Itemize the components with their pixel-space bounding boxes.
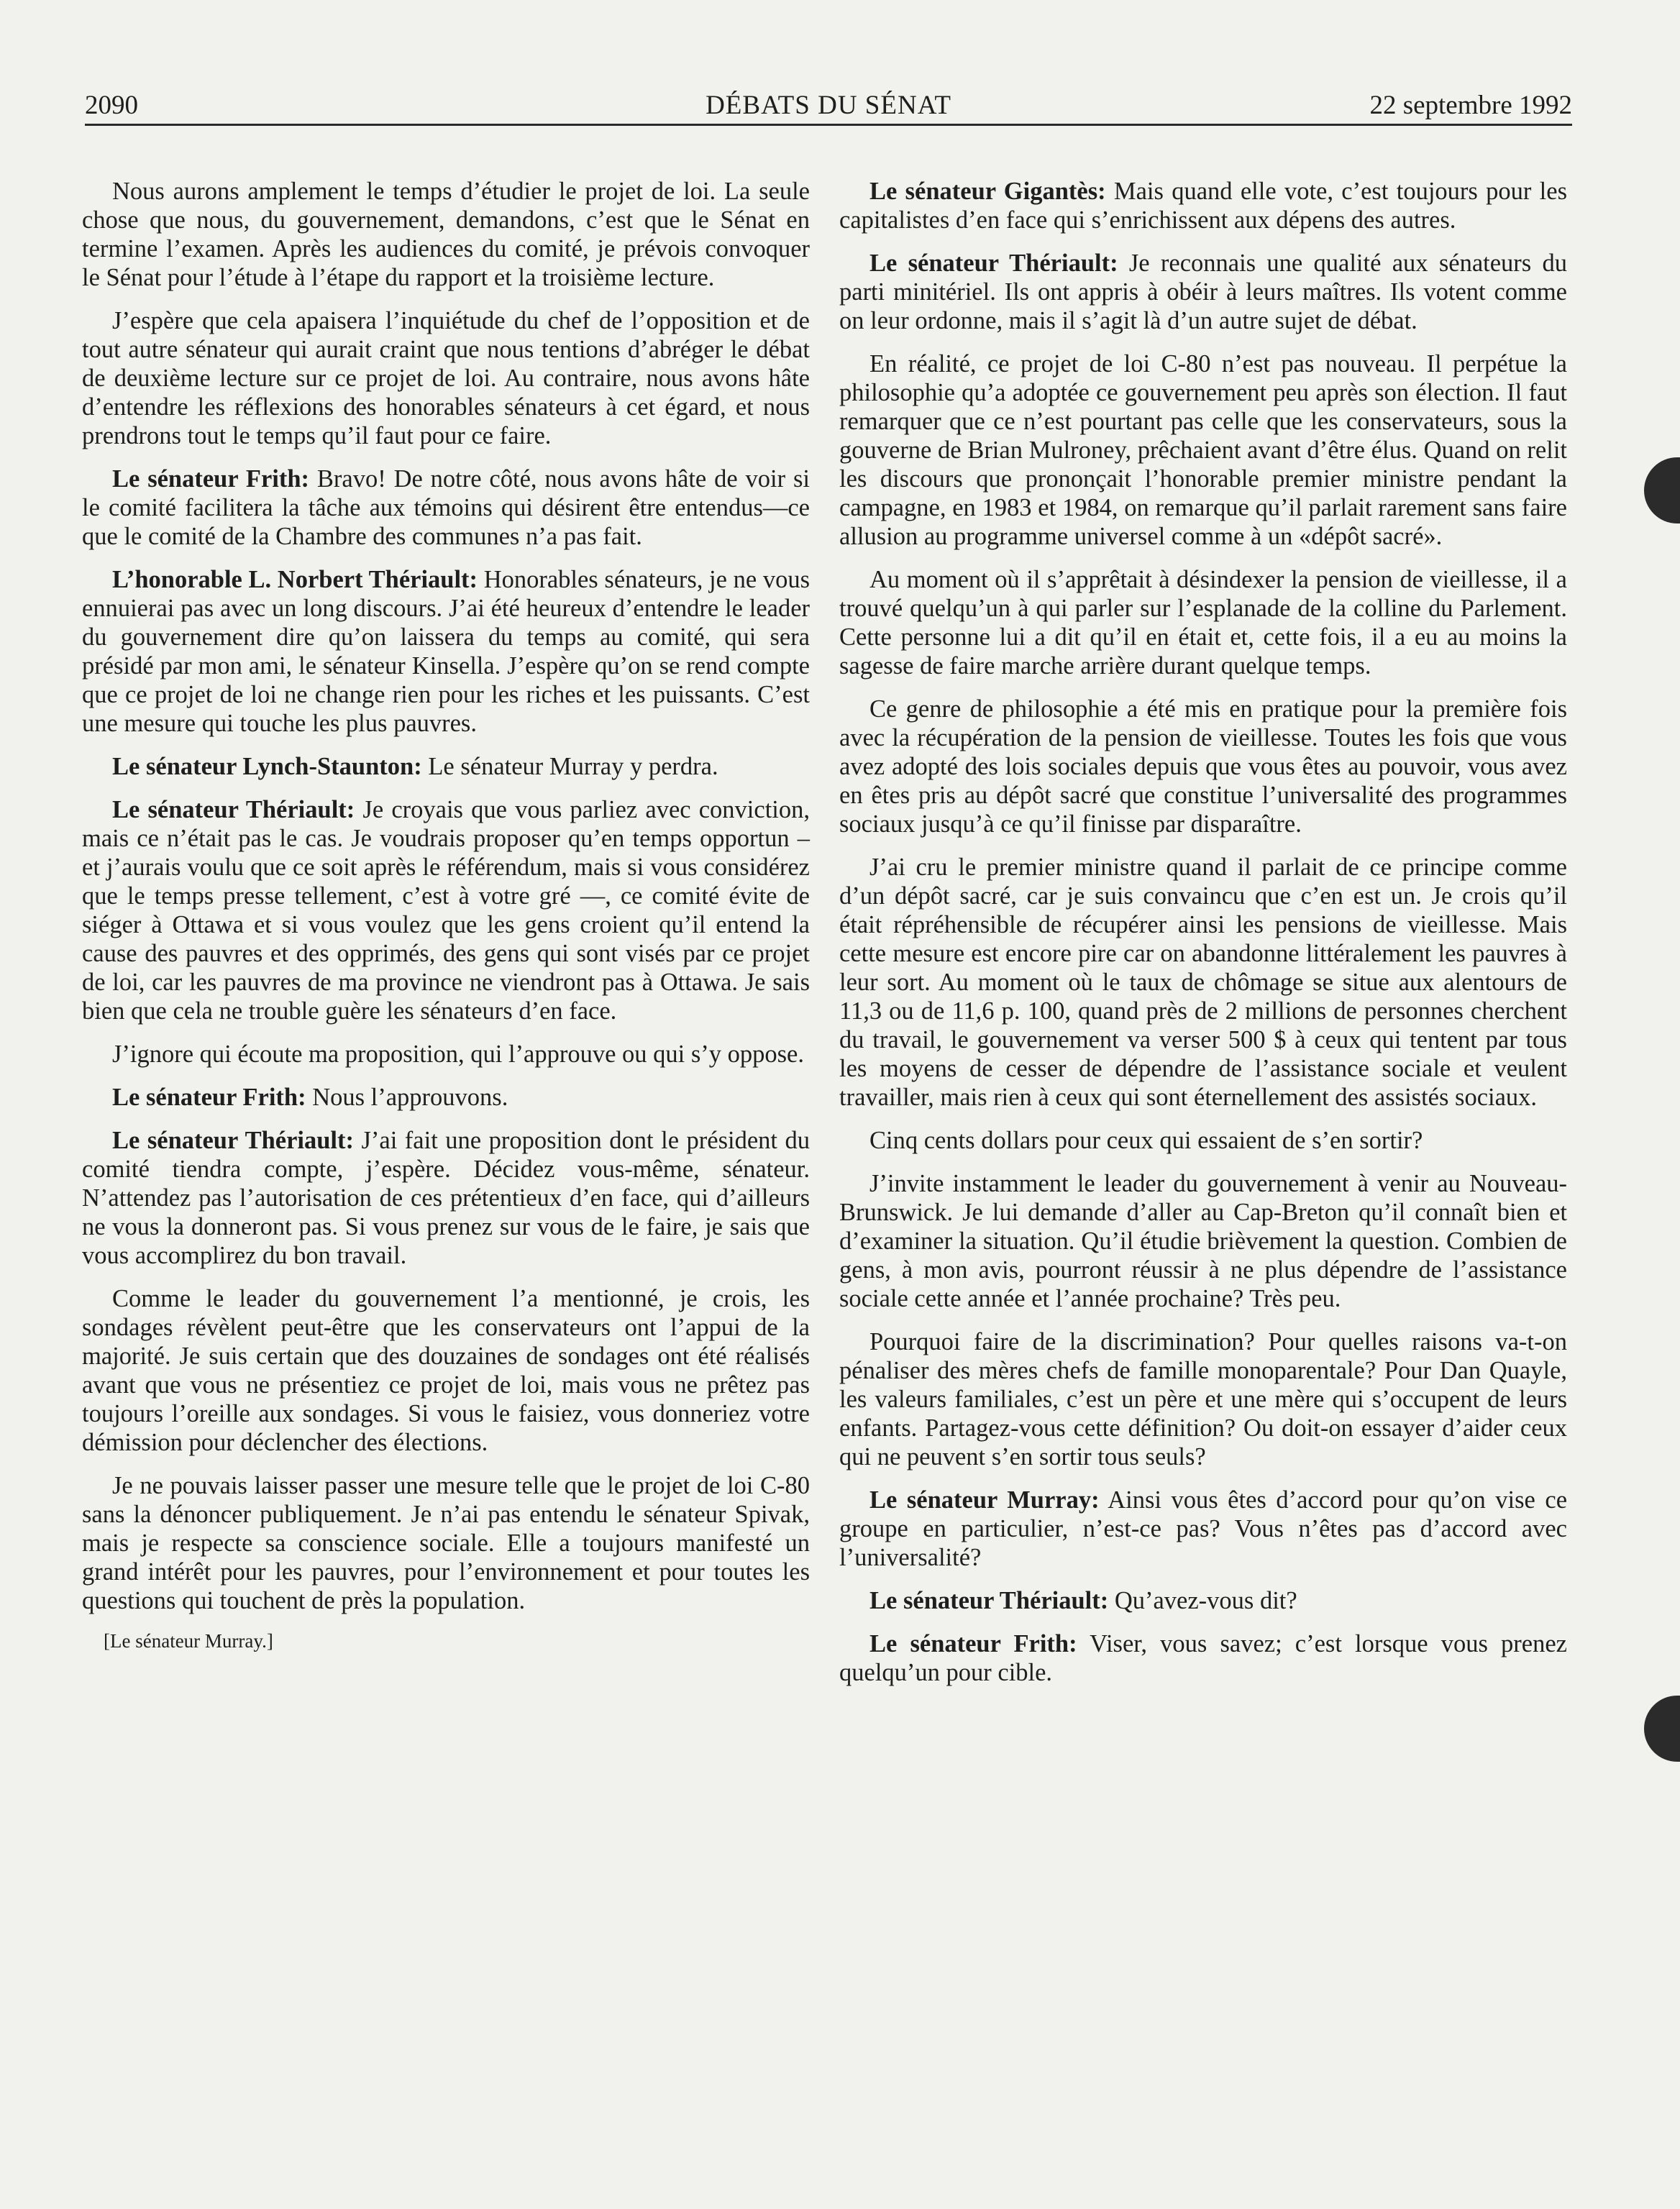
paragraph [82,1471,810,1615]
paragraph [82,177,810,292]
paragraph-text: Ainsi vous êtes d’accord pour qu’on vise ce groupe en particulier, n’est-ce pas? Vous n’êtes pas d’accord avec l’universalité? [839,1486,1568,1571]
left-column [82,177,810,1652]
speaker-name: Le sénateur Frith: [112,1084,306,1111]
paragraph [82,565,810,738]
header-rule [85,124,1572,126]
paragraph [839,1629,1567,1687]
paragraph-text: J’espère que cela apaisera l’inquiétude du chef de l’opposition et de tout autre sénateur qui aurait craint que nous tentions d’abréger le débat de deuxième lecture sur ce projet de loi. Au contraire, nous avons hâte d’entendre les réflexions des honorables sénateurs à cet égard, et nous prendrons tout le temps qu’il faut pour ce faire. [82,307,810,449]
paragraph-text: Au moment où il s’apprêtait à désindexer la pension de vieillesse, il a trouvé quelqu’un à qui parler sur l’esplanade de la colline du Parlement. Cette personne lui a dit qu’il en était et, cette fois, il a eu au moins la sagesse de faire marche arrière durant quelque temps. [839,566,1567,680]
speaker-name: Le sénateur Lynch-Staunton: [112,753,422,780]
paragraph [839,177,1567,234]
paragraph-text: Bravo! De notre côté, nous avons hâte de voir si le comité facilitera la tâche aux témoins qui désirent être entendus—ce que le comité de la Chambre des communes n’a pas fait. [82,465,810,550]
paragraph [839,1586,1567,1615]
paragraph-text: Viser, vous savez; c’est lorsque vous prenez quelqu’un pour cible. [839,1630,1567,1686]
paragraph [839,1486,1567,1572]
paragraph [839,1327,1567,1471]
paragraph-text: J’ai cru le premier ministre quand il parlait de ce principe comme d’un dépôt sacré, car je suis convaincu que c’en est un. Je crois qu’il était répréhensible de récupérer ainsi les pensions de vieillesse. Mais cette mesure est encore pire car on abandonne littéralement les pauvres à leur sort. Au moment où le taux de chômage se situe aux alentours de 11,3 ou de 11,6 p. 100, quand près de 2 millions de personnes cherchent du travail, le gouvernement va verser 500 $ à ceux qui tentent par tous les moyens de cesser de dépendre de l’assistance sociale et veulent travailler, mais rien à ceux qui sont éternellement des assistés sociaux. [839,854,1567,1111]
speaker-name: Le sénateur Frith: [869,1630,1077,1657]
page-header [85,85,1572,127]
paragraph-text: Pourquoi faire de la discrimination? Pour quelles raisons va-t-on pénaliser des mères chefs de famille monoparentale? Pour Dan Quayle, les valeurs familiales, c’est un père et une mère qui s’occupent de leurs enfants. Partagez-vous cette définition? Ou doit-on essayer d’aider ceux qui ne peuvent s’en sortir tous seuls? [839,1328,1567,1471]
speaker-name: Le sénateur Thériault: [112,1127,354,1154]
paragraph-text: J’invite instamment le leader du gouvernement à venir au Nouveau-Brunswick. Je lui demande d’aller au Cap-Breton qu’il connaît bien et d’examiner la situation. Qu’il étudie brièvement la question. Combien de gens, à mon avis, pourront réussir à ne plus dépendre de l’assistance sociale cette année et l’année prochaine? Très peu. [839,1170,1567,1312]
speaker-name: Le sénateur Thériault: [869,250,1118,277]
speaker-name: Le sénateur Thériault: [112,796,355,823]
paragraph-text: Honorables sénateurs, je ne vous ennuierai pas avec un long discours. J’ai été heureux d’entendre le leader du gouvernement dire qu’on laissera du temps au comité, qui sera présidé par mon ami, le sénateur Kinsella. J’espère qu’on se rend compte que ce projet de loi ne change rien pour les riches et les puissants. C’est une mesure qui touche les plus pauvres. [82,566,810,737]
paragraph-text: J’ignore qui écoute ma proposition, qui l’approuve ou qui s’y oppose. [112,1041,804,1068]
paragraph [839,1126,1567,1155]
speaker-name: Le sénateur Frith: [112,465,310,493]
paragraph-text: Mais quand elle vote, c’est toujours pour les capitalistes d’en face qui s’enrichissent aux dépens des autres. [839,178,1567,234]
paragraph [82,306,810,450]
paragraph [839,853,1567,1112]
paragraph [82,1126,810,1270]
paragraph-text: Je ne pouvais laisser passer une mesure telle que le projet de loi C-80 sans la dénoncer publiquement. Je n’ai pas entendu le sénateur Spivak, mais je respecte sa conscience sociale. Elle a toujours manifesté un grand intérêt pour les pauvres, pour l’environnement et pour toutes les questions qui touchent de près la population. [82,1472,810,1614]
issue-date: 22 septembre 1992 [1369,91,1572,120]
paragraph [839,349,1567,551]
paragraph [82,1284,810,1457]
paragraph [839,1169,1567,1313]
right-column [839,177,1567,1701]
speaker-name: Le sénateur Gigantès: [869,178,1106,205]
speaker-name: L’honorable L. Norbert Thériault: [112,566,478,593]
binder-tab-mark [1644,1696,1680,1762]
page-number: 2090 [85,91,138,120]
paragraph [82,1083,810,1112]
paragraph-text: Ce genre de philosophie a été mis en pratique pour la première fois avec la récupération de la pension de vieillesse. Toutes les fois que vous avez adopté des lois sociales depuis que vous êtes au pouvoir, vous avez en êtes pris au dépôt sacré que constitue l’universalité des programmes sociaux jusqu’à ce qu’il finisse par disparaître. [839,695,1567,838]
binder-tab-mark [1644,457,1680,523]
speaker-name: Le sénateur Thériault: [869,1587,1109,1614]
paragraph [82,465,810,551]
paragraph-text: Le sénateur Murray y perdra. [421,753,718,780]
paragraph-text: Qu’avez-vous dit? [1108,1587,1297,1614]
paragraph-text: En réalité, ce projet de loi C-80 n’est pas nouveau. Il perpétue la philosophie qu’a adoptée ce gouvernement peu après son élection. Il faut remarquer que ce n’est pourtant pas celle que les conservateurs, sous la gouverne de Brian Mulroney, prêchaient avant d’être élus. Quand on relit les discours que prononçait l’honorable premier ministre pendant la campagne, en 1983 et 1984, on remarque qu’il parlait rarement sans faire allusion au programme universel comme à un «dépôt sacré». [839,350,1567,550]
paragraph [82,795,810,1025]
paragraph-text: J’ai fait une proposition dont le président du comité tiendra compte, j’espère. Décidez vous-même, sénateur. N’attendez pas l’autorisation de ces prétentieux d’en face, qui d’ailleurs ne vous la donneront pas. Si vous prenez sur vous de le faire, je sais que vous accomplirez du bon travail. [82,1127,810,1269]
paragraph [839,565,1567,680]
speaker-name: Le sénateur Murray: [869,1486,1100,1514]
paragraph-text: Nous aurons amplement le temps d’étudier le projet de loi. La seule chose que nous, du gouvernement, demandons, c’est que le Sénat en termine l’examen. Après les audiences du comité, je prévois convoquer le Sénat pour l’étude à l’étape du rapport et la troisième lecture. [82,178,810,291]
paragraph [82,752,810,781]
publication-title: DÉBATS DU SÉNAT [706,91,951,120]
speaker-note: [Le sénateur Murray.] [104,1630,273,1652]
paragraph-text: Comme le leader du gouvernement l’a mentionné, je crois, les sondages révèlent peut-être que les conservateurs ont l’appui de la majorité. Je suis certain que des douzaines de sondages ont été réalisés avant que vous ne présentiez ce projet de loi, mais vous ne prêtez pas toujours l’oreille aux sondages. Si vous le faisiez, vous donneriez votre démission pour déclencher des élections. [82,1285,810,1456]
paragraph-text: Je croyais que vous parliez avec conviction, mais ce n’était pas le cas. Je voudrais proposer qu’en temps opportun – et j’aurais voulu que ce soit après le référendum, mais si vous considérez que le temps presse tellement, c’est à votre gré —, ce comité évite de siéger à Ottawa et si vous voulez que les gens croient qu’il entend la cause des pauvres et des opprimés, des gens qui sont visés par ce projet de loi, car les pauvres de ma province ne viendront pas à Ottawa. Je sais bien que cela ne trouble guère les sénateurs d’en face. [82,796,810,1025]
paragraph [839,249,1567,335]
paragraph-text: Cinq cents dollars pour ceux qui essaient de s’en sortir? [869,1127,1423,1154]
paragraph [82,1040,810,1069]
paragraph [839,695,1567,838]
paragraph-text: Nous l’approuvons. [306,1084,508,1111]
paragraph-text: Je reconnais une qualité aux sénateurs du parti minitériel. Ils ont appris à obéir à leurs maîtres. Ils votent comme on leur ordonne, mais il s’agit là d’un autre sujet de débat. [839,250,1567,334]
